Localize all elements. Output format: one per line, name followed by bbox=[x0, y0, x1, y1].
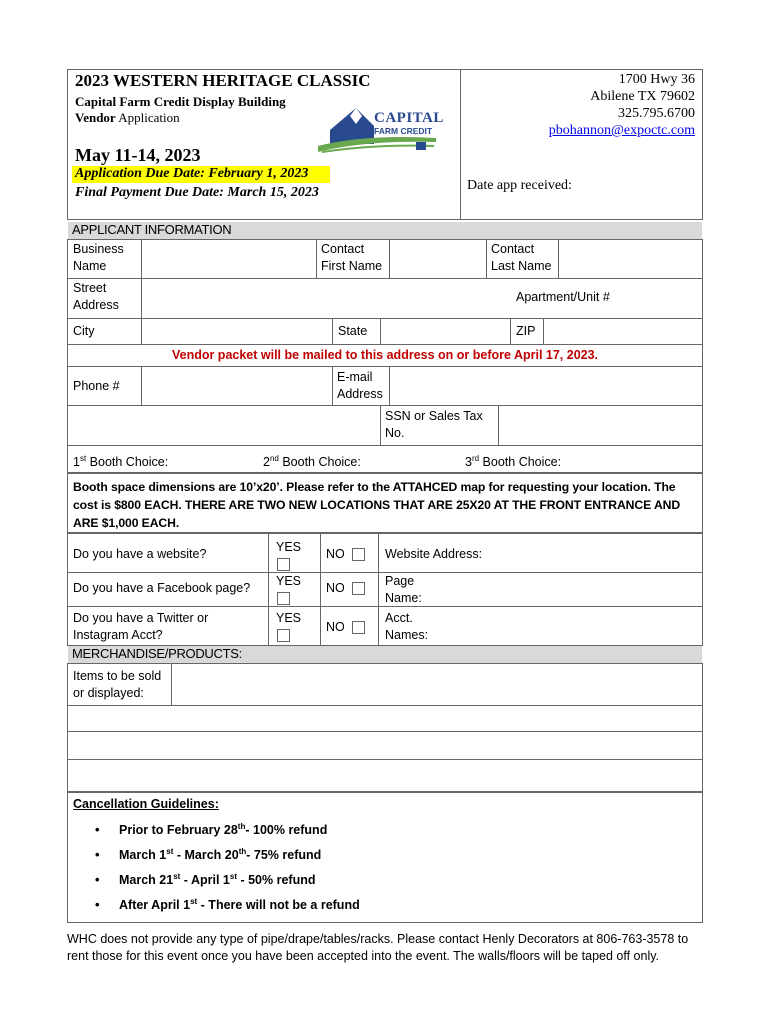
booth-choice-1[interactable]: 1st Booth Choice: bbox=[73, 454, 169, 470]
twitter-no-label: NO bbox=[326, 620, 345, 634]
facebook-no-checkbox[interactable] bbox=[352, 580, 365, 598]
event-dates: May 11-14, 2023 bbox=[75, 145, 201, 165]
capital-farm-credit-logo: CAPITAL FARM CREDIT bbox=[316, 104, 446, 158]
email-label: E-mail Address bbox=[337, 370, 383, 401]
contact-first-name-field[interactable] bbox=[390, 240, 486, 277]
items-field-3[interactable] bbox=[68, 732, 702, 758]
facebook-no-label: NO bbox=[326, 581, 345, 595]
footer-note: WHC does not provide any type of pipe/drape/tables/racks. Please contact Henly Decorators at 806-763-3578 to rent those for this event once you have been accepted into the event. The walls/floors will be taped off only. bbox=[67, 932, 689, 963]
website-yes-checkbox[interactable] bbox=[277, 556, 290, 574]
zip-field[interactable] bbox=[544, 319, 702, 343]
ssn-tax-label: SSN or Sales Tax No. bbox=[385, 409, 483, 440]
contact-first-name-label: Contact First Name bbox=[321, 242, 383, 273]
bullet-1: • bbox=[95, 822, 100, 837]
twitter-yes-checkbox[interactable] bbox=[277, 627, 290, 645]
website-no-checkbox[interactable] bbox=[352, 546, 365, 564]
ssn-tax-field[interactable] bbox=[499, 406, 702, 444]
page-name-field[interactable] bbox=[430, 573, 702, 605]
facebook-yes-label: YES bbox=[276, 574, 302, 588]
email-field[interactable] bbox=[390, 367, 702, 404]
cancellation-item-1: Prior to February 28th- 100% refund bbox=[119, 822, 328, 838]
acct-names-field[interactable] bbox=[430, 607, 702, 645]
bullet-3: • bbox=[95, 872, 100, 887]
zip-label: ZIP bbox=[516, 324, 536, 338]
items-label: Items to be sold or displayed: bbox=[73, 669, 162, 700]
applicant-info-heading: APPLICANT INFORMATION bbox=[72, 222, 232, 237]
merchandise-heading: MERCHANDISE/PRODUCTS: bbox=[72, 646, 242, 661]
twitter-question: Do you have a Twitter or Instagram Acct? bbox=[73, 611, 209, 642]
website-question: Do you have a website? bbox=[73, 547, 207, 561]
street-address-field[interactable] bbox=[142, 279, 512, 317]
date-received-label: Date app received: bbox=[467, 178, 572, 193]
state-label: State bbox=[338, 324, 368, 338]
state-field[interactable] bbox=[381, 319, 510, 343]
event-title: 2023 WESTERN HERITAGE CLASSIC bbox=[75, 71, 371, 90]
twitter-yes-label: YES bbox=[276, 611, 302, 625]
website-address-label: Website Address: bbox=[385, 547, 483, 561]
application-due-date: Application Due Date: February 1, 2023 bbox=[75, 166, 309, 181]
business-name-field[interactable] bbox=[142, 240, 316, 277]
items-field-1[interactable] bbox=[172, 664, 702, 704]
city-label: City bbox=[73, 324, 95, 338]
twitter-no-checkbox[interactable] bbox=[352, 619, 365, 637]
contact-last-name-field[interactable] bbox=[559, 240, 702, 277]
cancellation-item-2: March 1st - March 20th- 75% refund bbox=[119, 847, 322, 863]
website-address-field[interactable] bbox=[490, 534, 702, 571]
booth-note: Booth space dimensions are 10’x20’. Please refer to the ATTAHCED map for requesting your location. The cost is $800 EACH. THERE ARE TWO NEW LOCATIONS THAT ARE 25X20 AT THE FRONT ENTRANCE AND ARE $1,000 EACH. bbox=[73, 480, 681, 530]
page-name-label: Page Name: bbox=[385, 574, 422, 605]
mailing-notice: Vendor packet will be mailed to this address on or before April 17, 2023. bbox=[171, 348, 599, 362]
city-field[interactable] bbox=[142, 319, 332, 343]
contact-email-link[interactable]: pbohannon@expoctc.com bbox=[548, 123, 695, 138]
acct-names-label: Acct. Names: bbox=[385, 611, 429, 642]
website-yes-label: YES bbox=[276, 540, 302, 554]
contact-address: 1700 Hwy 36 Abilene TX 79602 325.795.6700 pbohannon@expoctc.com bbox=[463, 71, 695, 139]
facebook-question: Do you have a Facebook page? bbox=[73, 581, 251, 595]
booth-choice-2[interactable]: 2nd Booth Choice: bbox=[263, 454, 361, 470]
final-payment-due-date: Final Payment Due Date: March 15, 2023 bbox=[75, 185, 319, 200]
building-name: Capital Farm Credit Display Building bbox=[75, 94, 286, 109]
phone-label: Phone # bbox=[73, 379, 120, 393]
apartment-unit-label: Apartment/Unit # bbox=[516, 290, 610, 304]
items-field-4[interactable] bbox=[68, 760, 702, 791]
cancellation-item-4: After April 1st - There will not be a refund bbox=[119, 897, 360, 913]
cancellation-item-3: March 21st - April 1st - 50% refund bbox=[119, 872, 316, 888]
street-address-label: Street Address bbox=[73, 281, 119, 312]
ssn-spacer bbox=[68, 406, 380, 444]
phone-field[interactable] bbox=[142, 367, 332, 404]
vendor-application-label: Vendor Application bbox=[75, 110, 180, 125]
cancellation-heading: Cancellation Guidelines: bbox=[73, 797, 219, 811]
bullet-4: • bbox=[95, 897, 100, 912]
items-field-2[interactable] bbox=[68, 706, 702, 730]
website-no-label: NO bbox=[326, 547, 345, 561]
booth-choice-3[interactable]: 3rd Booth Choice: bbox=[465, 454, 562, 470]
bullet-2: • bbox=[95, 847, 100, 862]
business-name-label: Business Name bbox=[73, 242, 124, 273]
facebook-yes-checkbox[interactable] bbox=[277, 590, 290, 608]
contact-last-name-label: Contact Last Name bbox=[491, 242, 552, 273]
